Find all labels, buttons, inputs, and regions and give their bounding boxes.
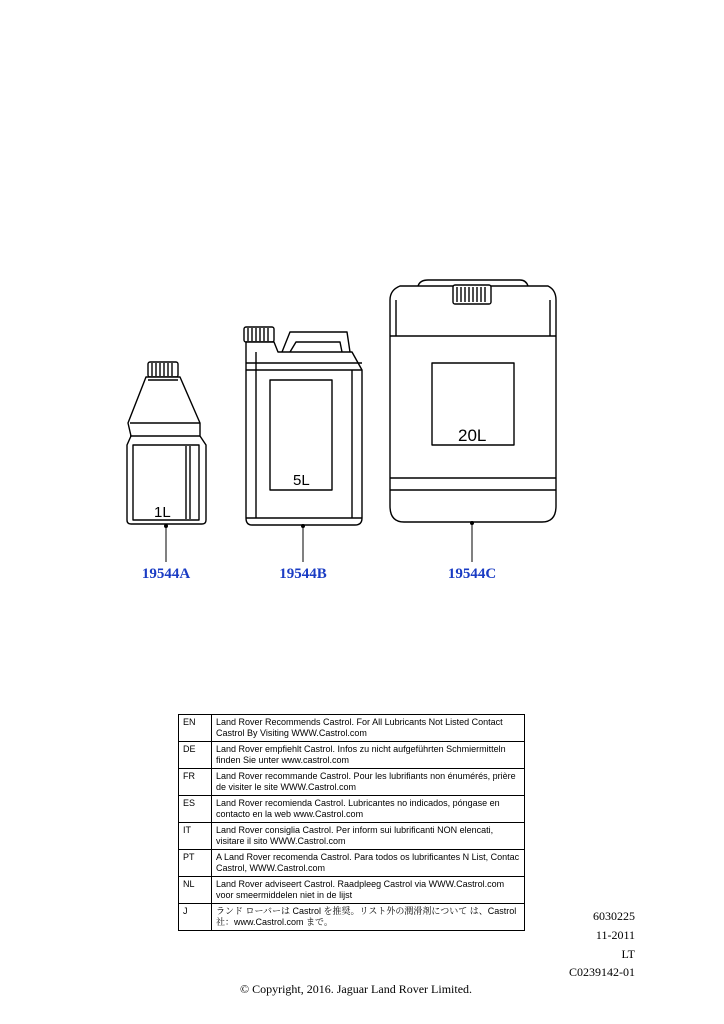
part-number-19544c[interactable]: 19544C [447, 566, 497, 582]
table-row [179, 823, 525, 850]
table-row [179, 850, 525, 877]
part-number-19544b[interactable]: 19544B [279, 566, 327, 582]
table-row [179, 904, 525, 931]
language-text: Land Rover recomienda Castrol. Lubricantes no indicados, póngase en contacto en la web www.Castrol.com [212, 796, 525, 823]
language-text: A Land Rover recomenda Castrol. Para todos os lubrificantes N List, Contac Castrol, WWW.Castrol.com [212, 850, 525, 877]
language-text: Land Rover consiglia Castrol. Per inform sui lubrificanti NON elencati, visitare il sito WWW.Castrol.com [212, 823, 525, 850]
drawing-date: 11-2011 [595, 928, 635, 942]
bottle-1l-drawing [127, 362, 206, 524]
drawing-number: 6030225 [593, 909, 635, 923]
part-number-19544a[interactable]: 19544A [141, 566, 191, 582]
volume-label-1l: 1L [154, 504, 171, 521]
drawing-id: C0239142-01 [569, 965, 635, 979]
drawing-code: LT [621, 947, 635, 961]
language-text: Land Rover Recommends Castrol. For All Lubricants Not Listed Contact Castrol By Visiting WWW.Castrol.com [212, 715, 525, 742]
table-row [179, 715, 525, 742]
volume-label-20l: 20L [458, 426, 487, 445]
leader-lines [166, 522, 472, 562]
language-code: ES [179, 796, 212, 823]
language-code: FR [179, 769, 212, 796]
language-code: J [179, 904, 212, 931]
lubricant-notice-table [178, 714, 525, 931]
table-row [179, 796, 525, 823]
language-code: IT [179, 823, 212, 850]
volume-label-5l: 5L [293, 472, 310, 489]
language-text: ランド ローバーは Castrol を推奨。リスト外の潤滑剤について は、Castrol 社：www.Castrol.com まで。 [212, 904, 525, 931]
language-code: EN [179, 715, 212, 742]
language-text: Land Rover recommande Castrol. Pour les lubrifiants non énumérés, prière de visiter le site WWW.Castrol.com [212, 769, 525, 796]
table-row [179, 769, 525, 796]
copyright-notice: © Copyright, 2016. Jaguar Land Rover Limited. [239, 982, 473, 996]
language-text: Land Rover empfiehlt Castrol. Infos zu nicht aufgeführten Schmiermitteln finden Sie unter www.castrol.com [212, 742, 525, 769]
table-row [179, 742, 525, 769]
language-code: PT [179, 850, 212, 877]
language-code: NL [179, 877, 212, 904]
table-row [179, 877, 525, 904]
can-5l-drawing [244, 327, 362, 525]
drum-20l-drawing [390, 280, 556, 522]
language-code: DE [179, 742, 212, 769]
language-text: Land Rover adviseert Castrol. Raadpleeg Castrol via WWW.Castrol.com voor smeermiddelen niet in de lijst [212, 877, 525, 904]
